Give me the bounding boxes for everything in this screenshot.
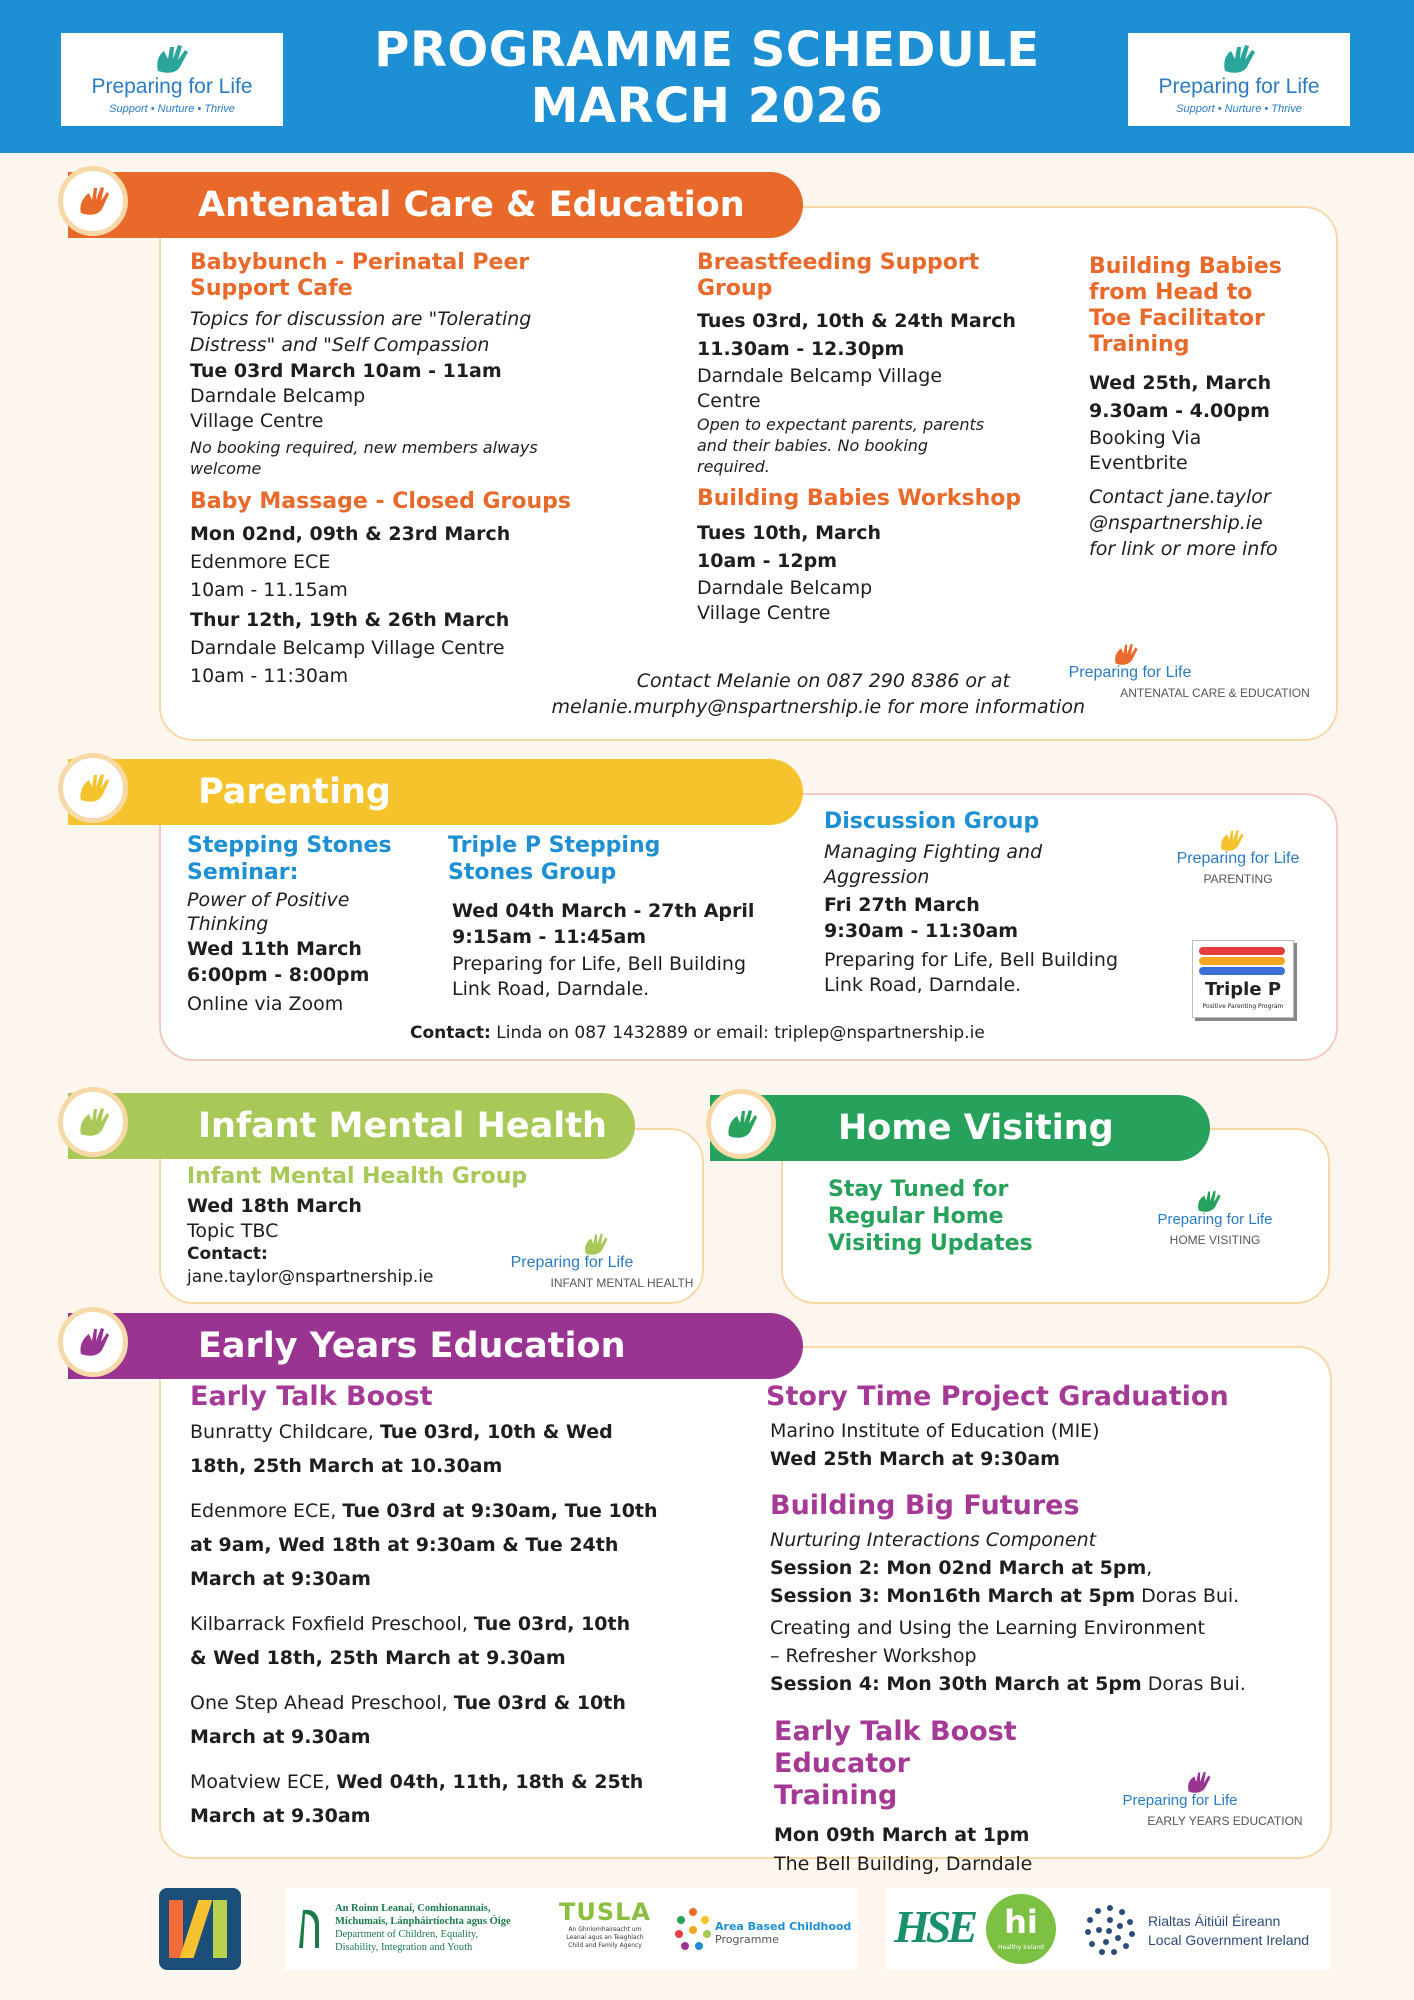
discussion-group-subtitle: Managing Fighting and (824, 841, 1043, 863)
bbf-session-text: Session 3: Mon16th March at 5pm (770, 1585, 1136, 1607)
discussion-group-time: 9:30am - 11:30am (824, 920, 1019, 942)
stepping-stones-subtitle: Power of Positive (187, 889, 350, 911)
n-logo (159, 1888, 241, 1970)
dept-line: An Roinn Leanaí, Comhionannais, (335, 1903, 491, 1914)
etb-dates: March at 9.30am (190, 1805, 371, 1827)
workshop-when: Tues 10th, March (697, 522, 881, 544)
triple-p-group-heading: Triple P Stepping (448, 833, 661, 858)
logo-tagline: Support • Nurture • Thrive (1176, 103, 1302, 115)
home-visiting-line-3: Visiting Updates (828, 1231, 1033, 1256)
babybunch-when: Tue 03rd March 10am - 11am (190, 360, 502, 382)
etb-row-kilbarrack (190, 1607, 710, 1641)
bbf-session-text: Session 2: Mon 02nd March at 5pm (770, 1557, 1147, 1579)
tusla-line: Child and Family Agency (568, 1942, 642, 1949)
dept-line: Department of Children, Equality, (335, 1929, 479, 1940)
gov-logos-panel (285, 1888, 857, 1970)
breastfeeding-note: Open to expectant parents, parents (697, 415, 985, 434)
logo-brand: Preparing for Life (1068, 664, 1192, 681)
eye-banner: Early Years Education (68, 1313, 803, 1379)
discussion-group-place-2: Link Road, Darndale. (824, 974, 1022, 996)
logo-brand: Preparing for Life (1176, 850, 1300, 867)
baby-massage-when-2: Thur 12th, 19th & 26th March (190, 609, 510, 631)
etb-educator-block (774, 1716, 1154, 1878)
triple-p-group-place-2: Link Road, Darndale. (452, 978, 650, 1000)
training-when: Wed 25th, March (1089, 372, 1272, 394)
triple-p-logo-subtitle: Positive Parenting Program (1202, 1003, 1284, 1010)
hand-icon (148, 41, 196, 77)
discussion-group-when: Fri 27th March (824, 894, 980, 916)
training-heading: Building Babies (1089, 254, 1282, 279)
bbf-session-text: Session 4: Mon 30th March at 5pm (770, 1673, 1142, 1695)
page-title (300, 22, 1114, 134)
etb-venue: Moatview ECE, (190, 1771, 337, 1793)
bbf-workshop-title-2: – Refresher Workshop (770, 1645, 977, 1667)
etb-row-edenmore (190, 1494, 710, 1528)
babybunch-topic: Topics for discussion are "Tolerating (190, 308, 532, 330)
babybunch-note-2: welcome (190, 459, 262, 478)
home-visiting-program-logo (1120, 1187, 1310, 1247)
etb-row-edenmore-2 (190, 1528, 710, 1562)
title-line-1: PROGRAMME SCHEDULE (374, 22, 1040, 78)
triple-p-logo (1192, 940, 1294, 1018)
breastfeeding-note-2: and their babies. No booking (697, 436, 929, 455)
hi-wordmark: hi (1004, 1903, 1038, 1941)
workshop-place-2: Village Centre (697, 602, 831, 624)
etb-dates: Tue 03rd at 9:30am, Tue 10th (342, 1500, 658, 1522)
antenatal-contact-line: Contact Melanie on 087 290 8386 or at (636, 670, 1010, 692)
harp-icon (297, 1906, 325, 1952)
logo-brand: Preparing for Life (1158, 75, 1320, 98)
etb-venue: Bunratty Childcare, (190, 1421, 380, 1443)
title-line-2: MARCH 2026 (530, 78, 884, 134)
stepping-stones-when: Wed 11th March (187, 938, 362, 960)
etb-row-moatview (190, 1765, 710, 1799)
logo-brand: Preparing for Life (510, 1254, 634, 1271)
home-visiting-line: Stay Tuned for (828, 1177, 1009, 1202)
home-visiting-banner: Home Visiting (710, 1095, 1210, 1161)
baby-massage-time: 10am - 11.15am (190, 579, 348, 601)
lgi-line: Local Government Ireland (1148, 1932, 1310, 1948)
imh-when: Wed 18th March (187, 1195, 362, 1217)
antenatal-contact (470, 668, 1090, 720)
workshop-place: Darndale Belcamp (697, 577, 873, 599)
lgi-line: Rialtas Áitiúil Éireann (1148, 1913, 1281, 1929)
imh-block (187, 1163, 547, 1289)
etb-educator-heading: Early Talk Boost Educator (774, 1716, 1017, 1779)
tusla-wordmark: TUSLA (558, 1898, 651, 1926)
bbf-session-suffix: Doras Bui. (1141, 1673, 1246, 1695)
abc-subtitle: Programme (715, 1933, 779, 1946)
tusla-line: Leanaí agus an Teaghlach (566, 1934, 644, 1941)
dept-line: Míchumais, Lánpháirtíochta agus Óige (335, 1916, 511, 1927)
logo-subtitle: PARENTING (1203, 872, 1273, 886)
etb-dates: at 9am, Wed 18th at 9:30am & Tue 24th (190, 1534, 619, 1556)
bbf-session-3 (770, 1582, 1310, 1610)
baby-massage-place: Edenmore ECE (190, 551, 331, 573)
baby-massage-heading: Baby Massage - Closed Groups (190, 489, 572, 514)
imh-topic: Topic TBC (187, 1220, 279, 1242)
story-time-when: Wed 25th March at 9:30am (770, 1448, 1060, 1470)
etb-dates: Tue 03rd & 10th (453, 1692, 626, 1714)
etb-venue: Kilbarrack Foxfield Preschool, (190, 1613, 474, 1635)
etb-row-bunratty-2 (190, 1449, 710, 1483)
bbf-session-suffix: Doras Bui. (1135, 1585, 1240, 1607)
breastfeeding-place: Darndale Belcamp Village (697, 365, 943, 387)
etb-row-moatview-2 (190, 1799, 710, 1833)
logo-tagline: Support • Nurture • Thrive (109, 103, 235, 115)
early-talk-boost-heading: Early Talk Boost (190, 1381, 433, 1412)
abc-dots-icon (673, 1906, 713, 1954)
logo-subtitle: HOME VISITING (1169, 1233, 1261, 1247)
discussion-group-heading: Discussion Group (824, 809, 1040, 834)
hands-icon (75, 770, 113, 808)
parenting-program-logo (1143, 826, 1333, 886)
antenatal-program-logo (1055, 640, 1315, 700)
pfl-logo-right (1128, 33, 1350, 126)
etb-venue: Edenmore ECE, (190, 1500, 343, 1522)
training-heading-3: Toe Facilitator (1089, 306, 1265, 331)
etb-row-bunratty (190, 1415, 710, 1449)
pfl-logo-left (61, 33, 283, 126)
training-contact: Contact jane.taylor (1089, 486, 1271, 508)
hands-icon (75, 183, 113, 221)
hand-icon (1215, 41, 1263, 77)
discussion-group-subtitle-2: Aggression (824, 866, 930, 888)
building-babies-workshop-heading: Building Babies Workshop (697, 486, 1022, 511)
discussion-group-block (824, 808, 1184, 998)
hands-icon (75, 1104, 113, 1142)
bbf-session-4 (770, 1670, 1310, 1698)
triple-p-group-when: Wed 04th March - 27th April (452, 900, 755, 922)
building-big-futures-heading: Building Big Futures (770, 1490, 1080, 1521)
breastfeeding-when: Tues 03rd, 10th & 24th March (697, 310, 1016, 332)
breastfeeding-time: 11.30am - 12.30pm (697, 338, 905, 360)
breastfeeding-place-2: Centre (697, 390, 761, 412)
etb-dates: March at 9:30am (190, 1568, 371, 1590)
story-time-block (766, 1381, 1306, 1473)
story-time-heading: Story Time Project Graduation (766, 1381, 1229, 1412)
training-booking: Booking Via (1089, 427, 1202, 449)
etb-row-kilbarrack-2 (190, 1641, 710, 1675)
home-visiting-block (828, 1176, 1088, 1257)
stepping-stones-block (187, 832, 407, 1017)
training-heading-4: Training (1089, 332, 1190, 357)
etb-venue: One Step Ahead Preschool, (190, 1692, 454, 1714)
imh-contact-email: jane.taylor@nspartnership.ie (187, 1267, 434, 1287)
antenatal-banner: Antenatal Care & Education (68, 172, 803, 238)
department-text (335, 1902, 585, 1954)
etb-row-edenmore-3 (190, 1562, 710, 1596)
babybunch-topic-2: Distress" and "Self Compassion (190, 334, 490, 356)
etb-dates: 18th, 25th March at 10.30am (190, 1455, 503, 1477)
breastfeeding-note-3: required. (697, 457, 770, 476)
bbf-workshop-title: Creating and Using the Learning Environment (770, 1617, 1205, 1639)
tusla-line: An Ghníomhaireacht um (568, 1926, 642, 1933)
healthy-ireland-logo (986, 1894, 1056, 1964)
babybunch-place-2: Village Centre (190, 410, 324, 432)
imh-contact-label: Contact: (187, 1244, 268, 1264)
triple-p-group-heading-2: Stones Group (448, 860, 617, 885)
bbf-session-2 (770, 1554, 1310, 1582)
hi-subtitle: Healthy Ireland (998, 1944, 1044, 1951)
tusla-logo (555, 1898, 655, 1950)
antenatal-contact-line-2: melanie.murphy@nspartnership.ie for more information (551, 696, 1085, 718)
etb-row-one-step (190, 1686, 710, 1720)
abc-title: Area Based Childhood (715, 1920, 852, 1933)
home-visiting-line-2: Regular Home (828, 1204, 1004, 1229)
stepping-stones-time: 6:00pm - 8:00pm (187, 964, 370, 986)
breastfeeding-block (697, 250, 1057, 626)
early-talk-boost-block (190, 1381, 710, 1833)
imh-program-logo (507, 1230, 697, 1290)
parenting-contact (410, 1022, 1110, 1044)
etb-dates: March at 9.30am (190, 1726, 371, 1748)
dept-line: Disability, Integration and Youth (335, 1942, 473, 1953)
hands-icon (75, 1324, 113, 1362)
antenatal-icon-circle (58, 166, 128, 236)
building-big-futures-block (770, 1490, 1310, 1698)
triple-p-group-time: 9:15am - 11:45am (452, 926, 647, 948)
parenting-icon-circle (58, 753, 128, 823)
training-contact-3: for link or more info (1089, 538, 1278, 560)
imh-icon-circle (58, 1087, 128, 1157)
training-heading-2: from Head to (1089, 280, 1253, 305)
babybunch-heading-2: Support Cafe (190, 276, 353, 301)
lgi-text (1148, 1912, 1328, 1950)
baby-massage-when: Mon 02nd, 09th & 23rd March (190, 523, 511, 545)
training-contact-2: @nspartnership.ie (1089, 512, 1263, 534)
logo-brand: Preparing for Life (1122, 1792, 1238, 1809)
eye-icon-circle (58, 1307, 128, 1377)
breastfeeding-heading-2: Group (697, 276, 773, 301)
logo-brand: Preparing for Life (91, 75, 253, 98)
bbf-subtitle: Nurturing Interactions Component (770, 1529, 1097, 1551)
triple-p-logo-title: Triple P (1204, 979, 1282, 1000)
logo-subtitle: ANTENATAL CARE & EDUCATION (1120, 686, 1310, 700)
triple-p-group-place: Preparing for Life, Bell Building (452, 953, 747, 975)
baby-massage-time-2: 10am - 11:30am (190, 665, 349, 687)
discussion-group-place: Preparing for Life, Bell Building (824, 949, 1119, 971)
imh-banner: Infant Mental Health (68, 1093, 635, 1159)
babybunch-heading: Babybunch - Perinatal Peer (190, 250, 530, 275)
stepping-stones-subtitle-2: Thinking (187, 913, 269, 935)
parenting-contact-text: Linda on 087 1432889 or email: triplep@nspartnership.ie (496, 1023, 985, 1043)
etb-dates: Tue 03rd, 10th (473, 1613, 631, 1635)
etb-dates: & Wed 18th, 25th March at 9.30am (190, 1647, 566, 1669)
breastfeeding-heading: Breastfeeding Support (697, 250, 980, 275)
babybunch-place: Darndale Belcamp (190, 385, 366, 407)
bbf-session-suffix: , (1146, 1557, 1153, 1579)
stepping-stones-place: Online via Zoom (187, 993, 344, 1015)
hands-icon (723, 1106, 761, 1144)
imh-group-heading: Infant Mental Health Group (187, 1164, 528, 1189)
training-booking-2: Eventbrite (1089, 452, 1188, 474)
etb-educator-place: The Bell Building, Darndale (774, 1853, 1033, 1875)
etb-dates: Tue 03rd, 10th & Wed (379, 1421, 613, 1443)
parenting-contact-label: Contact: (410, 1023, 491, 1043)
building-babies-training-block (1089, 254, 1319, 562)
header-banner (0, 0, 1414, 153)
logo-subtitle: EARLY YEARS EDUCATION (1147, 1814, 1303, 1828)
babybunch-block (190, 250, 610, 689)
triple-p-group-block (448, 832, 828, 1002)
hse-logos-panel (886, 1888, 1330, 1970)
parenting-banner: Parenting (68, 759, 803, 825)
stepping-stones-heading-2: Seminar: (187, 860, 299, 885)
etb-dates: Wed 04th, 11th, 18th & 25th (336, 1771, 644, 1793)
abc-text (715, 1920, 860, 1946)
etb-educator-heading-2: Training (774, 1780, 898, 1811)
logo-brand: Preparing for Life (1157, 1211, 1273, 1228)
logo-subtitle: INFANT MENTAL HEALTH (550, 1276, 694, 1290)
eye-program-logo (1110, 1768, 1303, 1828)
training-time: 9.30am - 4.00pm (1089, 400, 1270, 422)
story-time-place: Marino Institute of Education (MIE) (770, 1420, 1100, 1442)
workshop-time: 10am - 12pm (697, 550, 838, 572)
etb-row-one-step-2 (190, 1720, 710, 1754)
hse-logo: HSE (894, 1901, 975, 1952)
lgi-dots-icon (1082, 1902, 1138, 1958)
babybunch-note: No booking required, new members always (190, 438, 538, 457)
baby-massage-place-2: Darndale Belcamp Village Centre (190, 637, 505, 659)
etb-educator-when: Mon 09th March at 1pm (774, 1824, 1030, 1846)
home-visiting-icon-circle (706, 1089, 776, 1159)
stepping-stones-heading: Stepping Stones (187, 833, 392, 858)
